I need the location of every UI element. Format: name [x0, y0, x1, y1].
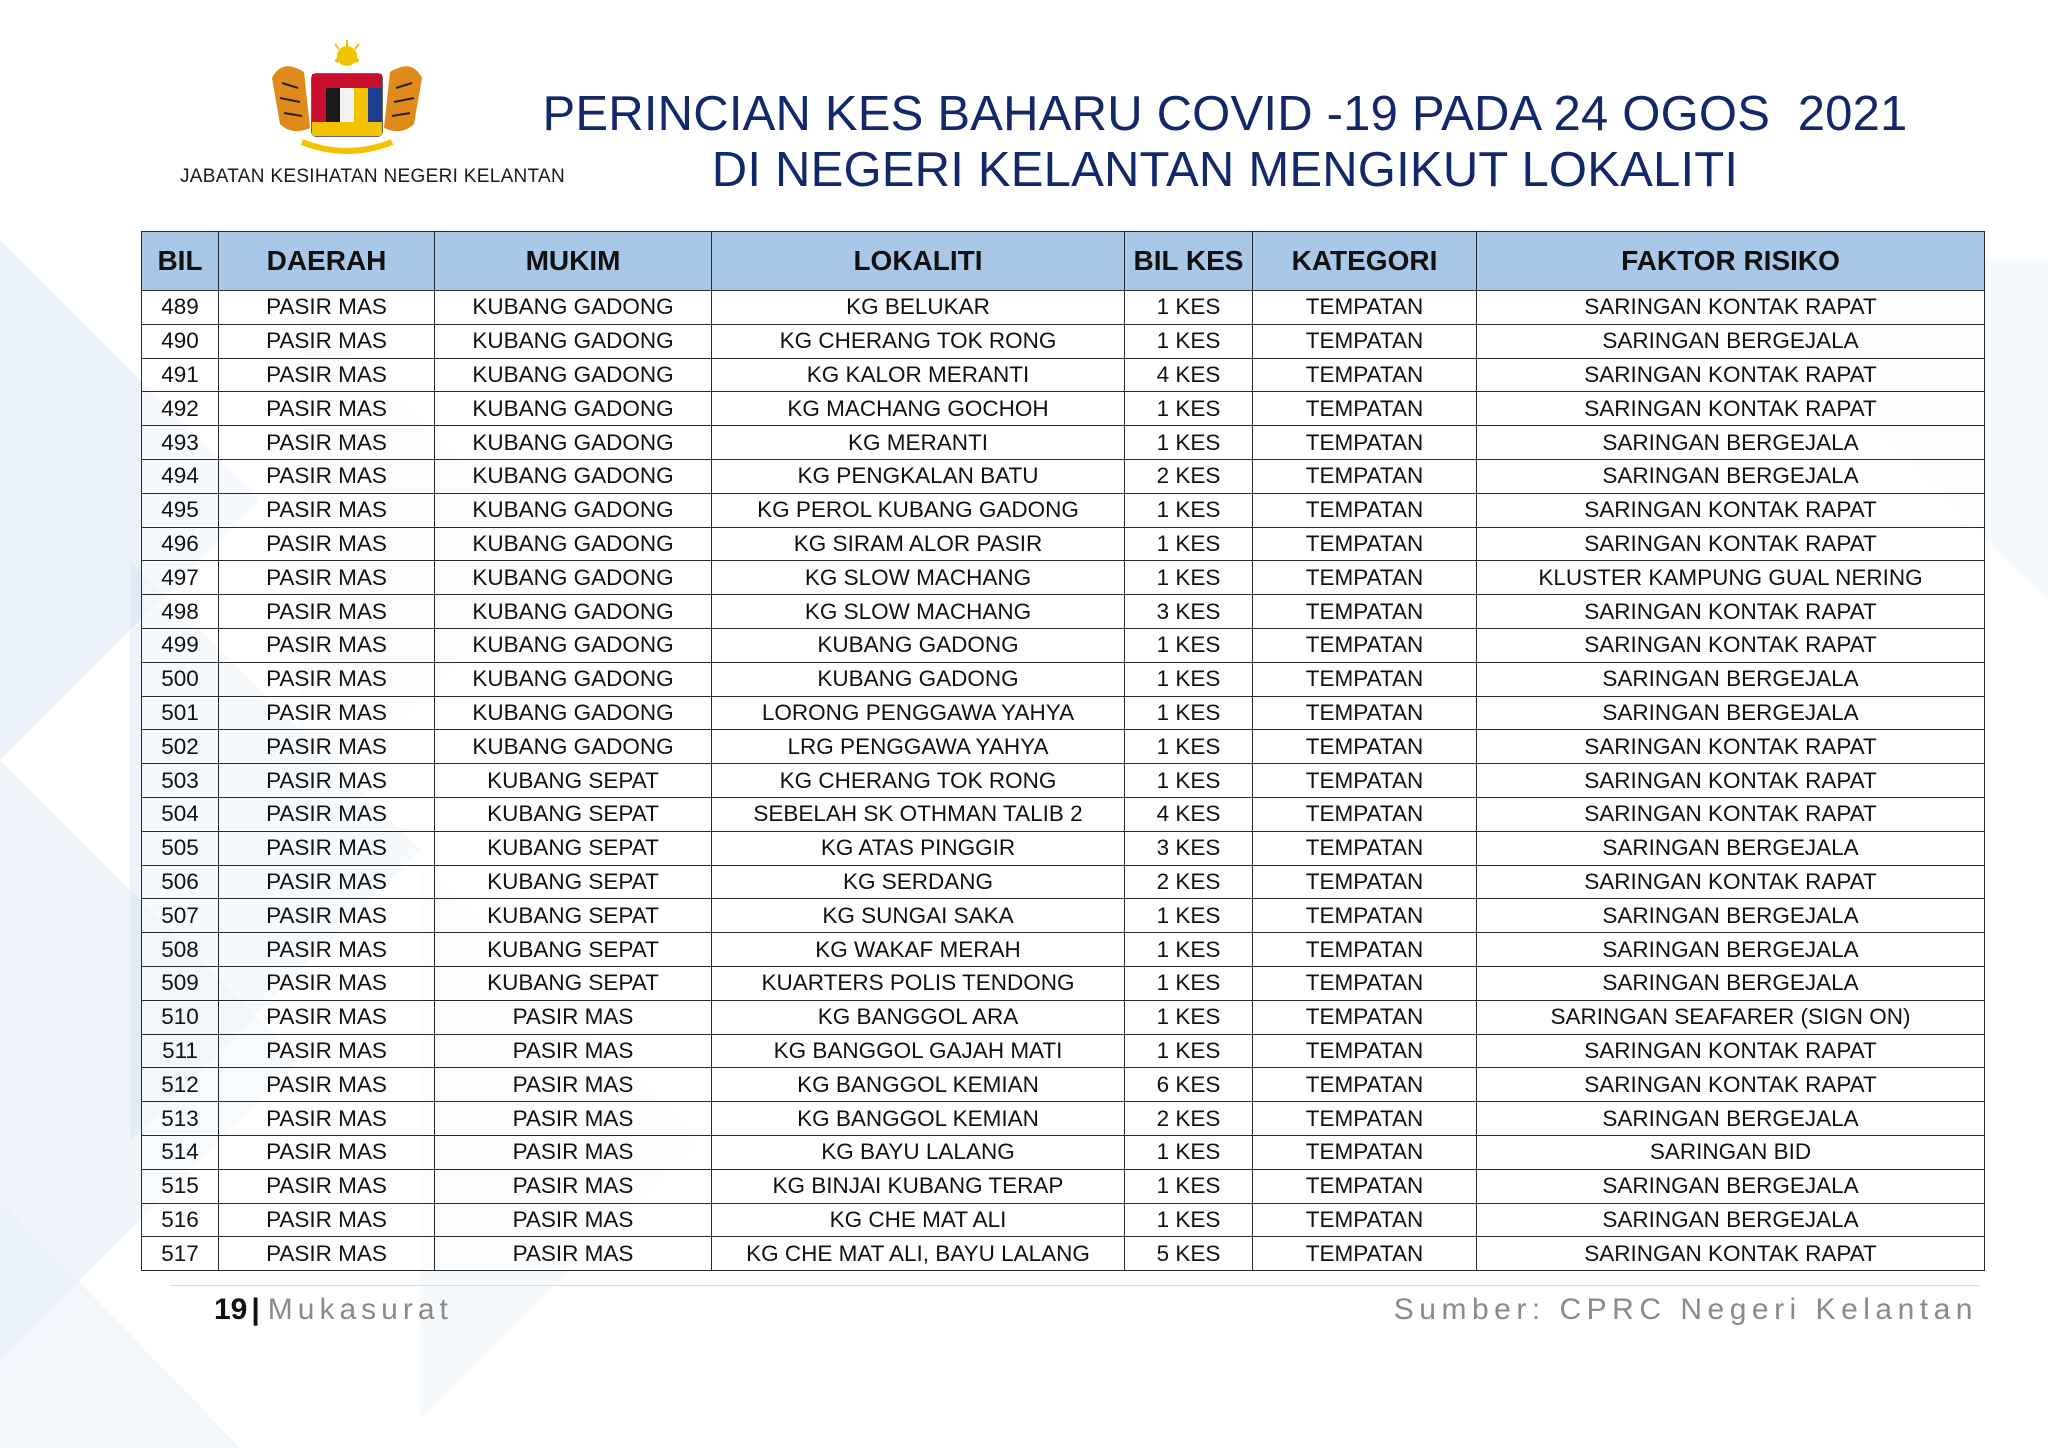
cell-kategori: TEMPATAN [1253, 459, 1477, 493]
cell-bil-kes: 3 KES [1125, 831, 1253, 865]
cell-mukim: KUBANG GADONG [435, 459, 712, 493]
table-row [142, 1000, 1985, 1034]
cell-kategori: TEMPATAN [1253, 831, 1477, 865]
cell-bil-kes: 1 KES [1125, 662, 1253, 696]
cell-bil: 500 [142, 662, 219, 696]
table-row [142, 493, 1985, 527]
cell-lokaliti: KG BANGGOL ARA [712, 1000, 1125, 1034]
cell-daerah: PASIR MAS [219, 595, 435, 629]
cell-mukim: KUBANG GADONG [435, 662, 712, 696]
cell-bil: 509 [142, 966, 219, 1000]
cell-bil: 495 [142, 493, 219, 527]
cell-kategori: TEMPATAN [1253, 933, 1477, 967]
cell-daerah: PASIR MAS [219, 1203, 435, 1237]
cell-faktor-risiko: SARINGAN BERGEJALA [1477, 933, 1985, 967]
cell-faktor-risiko: SARINGAN BERGEJALA [1477, 324, 1985, 358]
cell-kategori: TEMPATAN [1253, 1237, 1477, 1271]
cell-bil-kes: 1 KES [1125, 291, 1253, 325]
table-row [142, 561, 1985, 595]
cell-bil: 515 [142, 1169, 219, 1203]
cell-lokaliti: KG CHE MAT ALI [712, 1203, 1125, 1237]
cell-daerah: PASIR MAS [219, 561, 435, 595]
cell-kategori: TEMPATAN [1253, 527, 1477, 561]
cell-bil-kes: 1 KES [1125, 966, 1253, 1000]
cell-bil-kes: 1 KES [1125, 764, 1253, 798]
cell-lokaliti: KG ATAS PINGGIR [712, 831, 1125, 865]
cell-mukim: KUBANG GADONG [435, 426, 712, 460]
cell-kategori: TEMPATAN [1253, 662, 1477, 696]
cell-faktor-risiko: SARINGAN KONTAK RAPAT [1477, 628, 1985, 662]
cell-daerah: PASIR MAS [219, 1068, 435, 1102]
table-row [142, 696, 1985, 730]
cell-lokaliti: LORONG PENGGAWA YAHYA [712, 696, 1125, 730]
cell-faktor-risiko: SARINGAN BERGEJALA [1477, 899, 1985, 933]
table-header-row [142, 232, 1985, 291]
cell-bil: 490 [142, 324, 219, 358]
table-row [142, 1034, 1985, 1068]
cell-faktor-risiko: SARINGAN KONTAK RAPAT [1477, 797, 1985, 831]
cell-daerah: PASIR MAS [219, 1169, 435, 1203]
table-row [142, 324, 1985, 358]
cell-bil-kes: 1 KES [1125, 628, 1253, 662]
cell-lokaliti: KUBANG GADONG [712, 628, 1125, 662]
cell-bil: 503 [142, 764, 219, 798]
cell-faktor-risiko: SARINGAN KONTAK RAPAT [1477, 358, 1985, 392]
cell-kategori: TEMPATAN [1253, 358, 1477, 392]
cell-mukim: KUBANG GADONG [435, 595, 712, 629]
column-header-bil: BIL [142, 232, 219, 291]
cell-mukim: KUBANG SEPAT [435, 865, 712, 899]
cell-kategori: TEMPATAN [1253, 1135, 1477, 1169]
cell-mukim: KUBANG SEPAT [435, 899, 712, 933]
cell-lokaliti: KG CHERANG TOK RONG [712, 764, 1125, 798]
cell-lokaliti: SEBELAH SK OTHMAN TALIB 2 [712, 797, 1125, 831]
cell-bil-kes: 1 KES [1125, 696, 1253, 730]
cell-mukim: KUBANG GADONG [435, 324, 712, 358]
page-number: 19 [214, 1293, 248, 1326]
cell-kategori: TEMPATAN [1253, 764, 1477, 798]
cell-faktor-risiko: SARINGAN BERGEJALA [1477, 696, 1985, 730]
cell-lokaliti: KG CHE MAT ALI, BAYU LALANG [712, 1237, 1125, 1271]
cell-daerah: PASIR MAS [219, 831, 435, 865]
column-header-lokaliti: LOKALITI [712, 232, 1125, 291]
cell-kategori: TEMPATAN [1253, 899, 1477, 933]
table-row [142, 459, 1985, 493]
footer-divider [170, 1285, 1980, 1286]
cell-faktor-risiko: SARINGAN KONTAK RAPAT [1477, 291, 1985, 325]
cell-bil-kes: 1 KES [1125, 392, 1253, 426]
cell-kategori: TEMPATAN [1253, 426, 1477, 460]
cell-lokaliti: KG BINJAI KUBANG TERAP [712, 1169, 1125, 1203]
cell-bil: 491 [142, 358, 219, 392]
cell-bil: 497 [142, 561, 219, 595]
cell-mukim: KUBANG SEPAT [435, 764, 712, 798]
cell-bil: 507 [142, 899, 219, 933]
cell-bil-kes: 5 KES [1125, 1237, 1253, 1271]
cell-bil-kes: 3 KES [1125, 595, 1253, 629]
cell-lokaliti: KG WAKAF MERAH [712, 933, 1125, 967]
cell-bil: 501 [142, 696, 219, 730]
cell-kategori: TEMPATAN [1253, 1000, 1477, 1034]
cell-bil: 493 [142, 426, 219, 460]
cell-faktor-risiko: SARINGAN BERGEJALA [1477, 1169, 1985, 1203]
cell-bil-kes: 1 KES [1125, 1000, 1253, 1034]
cell-faktor-risiko: SARINGAN KONTAK RAPAT [1477, 764, 1985, 798]
cell-kategori: TEMPATAN [1253, 730, 1477, 764]
cell-bil-kes: 1 KES [1125, 933, 1253, 967]
cell-faktor-risiko: SARINGAN BERGEJALA [1477, 1203, 1985, 1237]
cell-bil: 494 [142, 459, 219, 493]
cell-daerah: PASIR MAS [219, 1000, 435, 1034]
cell-daerah: PASIR MAS [219, 865, 435, 899]
cell-faktor-risiko: SARINGAN BERGEJALA [1477, 1102, 1985, 1136]
cell-bil-kes: 2 KES [1125, 865, 1253, 899]
cell-daerah: PASIR MAS [219, 358, 435, 392]
cell-faktor-risiko: SARINGAN KONTAK RAPAT [1477, 730, 1985, 764]
cell-daerah: PASIR MAS [219, 291, 435, 325]
cell-mukim: KUBANG GADONG [435, 696, 712, 730]
table-row [142, 1068, 1985, 1102]
cell-lokaliti: KG CHERANG TOK RONG [712, 324, 1125, 358]
cell-lokaliti: KG KALOR MERANTI [712, 358, 1125, 392]
cell-bil: 516 [142, 1203, 219, 1237]
cell-kategori: TEMPATAN [1253, 324, 1477, 358]
cell-lokaliti: KG PEROL KUBANG GADONG [712, 493, 1125, 527]
cell-kategori: TEMPATAN [1253, 696, 1477, 730]
cell-lokaliti: KG BANGGOL GAJAH MATI [712, 1034, 1125, 1068]
cell-bil-kes: 2 KES [1125, 459, 1253, 493]
cell-lokaliti: KG SERDANG [712, 865, 1125, 899]
cell-faktor-risiko: SARINGAN KONTAK RAPAT [1477, 595, 1985, 629]
table-row [142, 392, 1985, 426]
table-row [142, 966, 1985, 1000]
cell-daerah: PASIR MAS [219, 1034, 435, 1068]
column-header-daerah: DAERAH [219, 232, 435, 291]
cell-lokaliti: KG MERANTI [712, 426, 1125, 460]
cell-faktor-risiko: SARINGAN KONTAK RAPAT [1477, 1034, 1985, 1068]
column-header-faktor-risiko: FAKTOR RISIKO [1477, 232, 1985, 291]
cell-bil: 508 [142, 933, 219, 967]
cell-kategori: TEMPATAN [1253, 392, 1477, 426]
cell-bil: 498 [142, 595, 219, 629]
cell-faktor-risiko: SARINGAN BERGEJALA [1477, 831, 1985, 865]
cell-kategori: TEMPATAN [1253, 865, 1477, 899]
table-row [142, 662, 1985, 696]
cell-bil-kes: 1 KES [1125, 527, 1253, 561]
cell-lokaliti: KG BANGGOL KEMIAN [712, 1068, 1125, 1102]
cell-mukim: KUBANG GADONG [435, 358, 712, 392]
cell-mukim: PASIR MAS [435, 1068, 712, 1102]
cell-bil: 512 [142, 1068, 219, 1102]
cell-bil-kes: 1 KES [1125, 730, 1253, 764]
cell-faktor-risiko: SARINGAN BERGEJALA [1477, 662, 1985, 696]
cell-mukim: PASIR MAS [435, 1237, 712, 1271]
cell-mukim: KUBANG SEPAT [435, 966, 712, 1000]
table-row [142, 595, 1985, 629]
cell-bil: 489 [142, 291, 219, 325]
cell-faktor-risiko: SARINGAN KONTAK RAPAT [1477, 527, 1985, 561]
cell-bil-kes: 1 KES [1125, 324, 1253, 358]
table-row [142, 865, 1985, 899]
department-name: JABATAN KESIHATAN NEGERI KELANTAN [180, 166, 566, 187]
cell-mukim: KUBANG GADONG [435, 628, 712, 662]
cell-lokaliti: KG SLOW MACHANG [712, 561, 1125, 595]
cell-mukim: PASIR MAS [435, 1034, 712, 1068]
cell-bil: 502 [142, 730, 219, 764]
cell-bil-kes: 1 KES [1125, 1169, 1253, 1203]
cell-faktor-risiko: KLUSTER KAMPUNG GUAL NERING [1477, 561, 1985, 595]
cell-daerah: PASIR MAS [219, 696, 435, 730]
cell-kategori: TEMPATAN [1253, 595, 1477, 629]
cell-kategori: TEMPATAN [1253, 1169, 1477, 1203]
cell-bil: 499 [142, 628, 219, 662]
cell-bil: 506 [142, 865, 219, 899]
cell-bil-kes: 1 KES [1125, 1135, 1253, 1169]
cell-daerah: PASIR MAS [219, 933, 435, 967]
title-line-1: PERINCIAN KES BAHARU COVID -19 PADA 24 OGOS 2021 [542, 87, 1908, 141]
cell-mukim: PASIR MAS [435, 1169, 712, 1203]
table-row [142, 628, 1985, 662]
table-row [142, 527, 1985, 561]
cell-mukim: PASIR MAS [435, 1000, 712, 1034]
cell-daerah: PASIR MAS [219, 899, 435, 933]
cell-daerah: PASIR MAS [219, 764, 435, 798]
cell-daerah: PASIR MAS [219, 1135, 435, 1169]
cell-daerah: PASIR MAS [219, 459, 435, 493]
cell-bil-kes: 4 KES [1125, 797, 1253, 831]
cell-faktor-risiko: SARINGAN KONTAK RAPAT [1477, 1068, 1985, 1102]
table-row [142, 291, 1985, 325]
cell-lokaliti: KG SLOW MACHANG [712, 595, 1125, 629]
cell-mukim: KUBANG GADONG [435, 493, 712, 527]
cell-kategori: TEMPATAN [1253, 493, 1477, 527]
page-title [540, 86, 1910, 198]
cell-bil: 513 [142, 1102, 219, 1136]
table-row [142, 730, 1985, 764]
cell-daerah: PASIR MAS [219, 1102, 435, 1136]
page-label: Mukasurat [267, 1293, 453, 1326]
cell-kategori: TEMPATAN [1253, 1102, 1477, 1136]
coat-of-arms-logo [262, 38, 432, 168]
cases-table [141, 231, 1985, 1271]
table-row [142, 899, 1985, 933]
title-line-2: DI NEGERI KELANTAN MENGIKUT LOKALITI [711, 143, 1739, 197]
footer-separator: | [251, 1293, 260, 1326]
cell-daerah: PASIR MAS [219, 797, 435, 831]
cell-kategori: TEMPATAN [1253, 291, 1477, 325]
cell-daerah: PASIR MAS [219, 493, 435, 527]
cell-bil: 511 [142, 1034, 219, 1068]
table-row [142, 426, 1985, 460]
cell-bil-kes: 1 KES [1125, 899, 1253, 933]
cell-daerah: PASIR MAS [219, 426, 435, 460]
cell-mukim: KUBANG SEPAT [435, 797, 712, 831]
cell-mukim: PASIR MAS [435, 1135, 712, 1169]
cell-daerah: PASIR MAS [219, 966, 435, 1000]
cell-bil-kes: 6 KES [1125, 1068, 1253, 1102]
cell-mukim: KUBANG GADONG [435, 561, 712, 595]
cell-mukim: KUBANG SEPAT [435, 831, 712, 865]
cell-lokaliti: KG SIRAM ALOR PASIR [712, 527, 1125, 561]
cell-bil: 510 [142, 1000, 219, 1034]
cell-lokaliti: KUBANG GADONG [712, 662, 1125, 696]
cell-bil-kes: 1 KES [1125, 426, 1253, 460]
cell-lokaliti: KG BANGGOL KEMIAN [712, 1102, 1125, 1136]
table-row [142, 1169, 1985, 1203]
cell-bil: 492 [142, 392, 219, 426]
table-row [142, 1203, 1985, 1237]
cell-bil-kes: 4 KES [1125, 358, 1253, 392]
table-body [142, 291, 1985, 1271]
cell-kategori: TEMPATAN [1253, 1034, 1477, 1068]
cell-daerah: PASIR MAS [219, 392, 435, 426]
cell-mukim: KUBANG GADONG [435, 527, 712, 561]
column-header-mukim: MUKIM [435, 232, 712, 291]
cell-mukim: KUBANG GADONG [435, 392, 712, 426]
table-row [142, 831, 1985, 865]
cell-faktor-risiko: SARINGAN SEAFARER (SIGN ON) [1477, 1000, 1985, 1034]
cell-kategori: TEMPATAN [1253, 561, 1477, 595]
cell-kategori: TEMPATAN [1253, 797, 1477, 831]
table-row [142, 1102, 1985, 1136]
cell-faktor-risiko: SARINGAN KONTAK RAPAT [1477, 1237, 1985, 1271]
cell-bil: 505 [142, 831, 219, 865]
table-row [142, 933, 1985, 967]
cell-kategori: TEMPATAN [1253, 1068, 1477, 1102]
cell-bil-kes: 1 KES [1125, 1203, 1253, 1237]
table-row [142, 358, 1985, 392]
cell-mukim: KUBANG GADONG [435, 730, 712, 764]
cell-lokaliti: KUARTERS POLIS TENDONG [712, 966, 1125, 1000]
cell-mukim: KUBANG GADONG [435, 291, 712, 325]
cell-lokaliti: KG BAYU LALANG [712, 1135, 1125, 1169]
cell-mukim: KUBANG SEPAT [435, 933, 712, 967]
column-header-kategori: KATEGORI [1253, 232, 1477, 291]
cell-faktor-risiko: SARINGAN KONTAK RAPAT [1477, 392, 1985, 426]
cell-daerah: PASIR MAS [219, 662, 435, 696]
cell-faktor-risiko: SARINGAN BERGEJALA [1477, 426, 1985, 460]
cell-faktor-risiko: SARINGAN BERGEJALA [1477, 966, 1985, 1000]
cell-daerah: PASIR MAS [219, 628, 435, 662]
cell-kategori: TEMPATAN [1253, 628, 1477, 662]
cell-bil: 496 [142, 527, 219, 561]
cell-bil-kes: 1 KES [1125, 561, 1253, 595]
cell-daerah: PASIR MAS [219, 527, 435, 561]
cell-daerah: PASIR MAS [219, 324, 435, 358]
cell-faktor-risiko: SARINGAN KONTAK RAPAT [1477, 493, 1985, 527]
cell-lokaliti: KG SUNGAI SAKA [712, 899, 1125, 933]
cell-daerah: PASIR MAS [219, 730, 435, 764]
cell-lokaliti: KG MACHANG GOCHOH [712, 392, 1125, 426]
cell-kategori: TEMPATAN [1253, 1203, 1477, 1237]
page-footer [214, 1293, 453, 1327]
cell-mukim: PASIR MAS [435, 1203, 712, 1237]
cell-kategori: TEMPATAN [1253, 966, 1477, 1000]
table-row [142, 1237, 1985, 1271]
cell-bil: 517 [142, 1237, 219, 1271]
source-note: Sumber: CPRC Negeri Kelantan [1393, 1293, 1978, 1326]
cell-lokaliti: LRG PENGGAWA YAHYA [712, 730, 1125, 764]
cell-bil: 514 [142, 1135, 219, 1169]
column-header-bil-kes: BIL KES [1125, 232, 1253, 291]
cell-lokaliti: KG PENGKALAN BATU [712, 459, 1125, 493]
cell-faktor-risiko: SARINGAN KONTAK RAPAT [1477, 865, 1985, 899]
table-row [142, 764, 1985, 798]
cell-faktor-risiko: SARINGAN BERGEJALA [1477, 459, 1985, 493]
cell-lokaliti: KG BELUKAR [712, 291, 1125, 325]
table-row [142, 797, 1985, 831]
cell-bil-kes: 1 KES [1125, 1034, 1253, 1068]
cell-mukim: PASIR MAS [435, 1102, 712, 1136]
cell-daerah: PASIR MAS [219, 1237, 435, 1271]
cell-faktor-risiko: SARINGAN BID [1477, 1135, 1985, 1169]
cell-bil-kes: 2 KES [1125, 1102, 1253, 1136]
table-row [142, 1135, 1985, 1169]
cell-bil-kes: 1 KES [1125, 493, 1253, 527]
cell-bil: 504 [142, 797, 219, 831]
